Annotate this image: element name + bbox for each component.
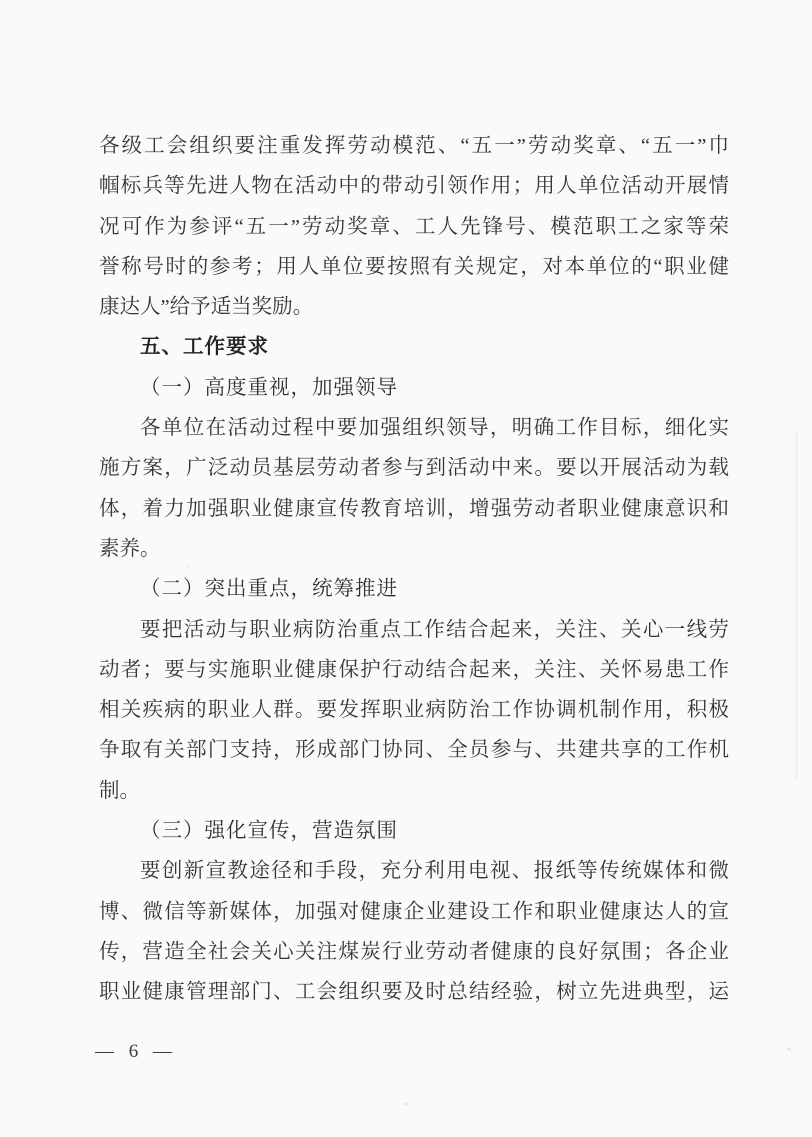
text-line: 各级工会组织要注重发挥劳动模范、“五一”劳动奖章、“五一”巾 <box>99 135 729 157</box>
text-line: 体，着力加强职业健康宣传教育培训，增强劳动者职业健康意识和 <box>99 497 729 520</box>
scan-noise-speck <box>404 1102 408 1105</box>
text-line: 博、微信等新媒体，加强对健康企业建设工作和职业健康达人的宣 <box>99 900 729 923</box>
text-line: 施方案，广泛动员基层劳动者参与到活动中来。要以开展活动为载 <box>99 457 729 480</box>
text-line: 制。 <box>99 779 140 802</box>
text-line: 动者；要与实施职业健康保护行动结合起来，关注、关怀易患工作 <box>99 658 729 681</box>
page-number: — 6 — <box>95 1041 177 1062</box>
subsection-heading: （一）高度重视，加强领导 <box>140 376 398 399</box>
text-line: 誉称号时的参考；用人单位要按照有关规定，对本单位的“职业健 <box>99 255 729 278</box>
text-line: 传，营造全社会关心关注煤炭行业劳动者健康的良好氛围；各企业 <box>99 940 729 963</box>
text-line: 康达人”给予适当奖励。 <box>99 296 314 319</box>
subsection-heading: （二）突出重点，统筹推进 <box>140 578 398 601</box>
scan-noise-speck <box>786 1046 792 1051</box>
text-line: 要创新宣教途径和手段，充分利用电视、报纸等传统媒体和微 <box>140 860 729 883</box>
text-line: 相关疾病的职业人群。要发挥职业病防治工作协调机制作用，积极 <box>99 699 729 722</box>
text-line: 争取有关部门支持，形成部门协同、全员参与、共建共享的工作机 <box>99 739 729 762</box>
text-line: 各单位在活动过程中要加强组织领导，明确工作目标，细化实 <box>140 417 729 440</box>
scan-streak <box>795 430 798 780</box>
scan-noise-speck <box>186 566 189 569</box>
section-heading: 五、工作要求 <box>140 336 269 359</box>
text-line: 要把活动与职业病防治重点工作结合起来，关注、关心一线劳 <box>140 618 729 641</box>
text-line: 况可作为参评“五一”劳动奖章、工人先锋号、模范职工之家等荣 <box>99 215 729 238</box>
text-line: 职业健康管理部门、工会组织要及时总结经验，树立先进典型，运 <box>99 981 729 1004</box>
document-text-block <box>99 126 729 1013</box>
subsection-heading: （三）强化宣传，营造氛围 <box>140 820 398 843</box>
text-line: 帼标兵等先进人物在活动中的带动引领作用；用人单位活动开展情 <box>99 175 729 198</box>
text-line: 素养。 <box>99 537 161 560</box>
